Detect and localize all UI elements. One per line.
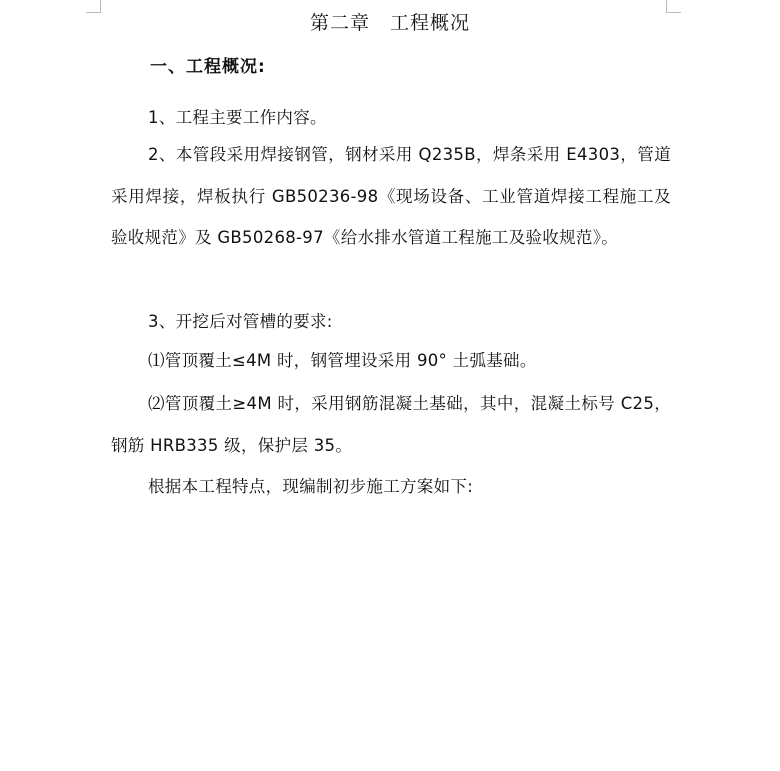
paragraph-trench-requirements: 3、开挖后对管槽的要求: [148, 312, 333, 331]
paragraph-plan-intro: 根据本工程特点，现编制初步施工方案如下: [148, 477, 474, 496]
paragraph-cover-over-4m: ⑵管顶覆土≥4M 时，采用钢筋混凝土基础，其中，混凝土标号 C25，钢筋 HRB335 级，保护层 35。 [111, 394, 671, 455]
paragraph-cover-under-4m: ⑴管顶覆土≤4M 时，钢管埋设采用 90° 土弧基础。 [148, 351, 537, 370]
chapter-name: 工程概况 [390, 12, 471, 34]
paragraph-work-content: 1、工程主要工作内容。 [148, 108, 327, 127]
section-heading: 一、工程概况: [150, 57, 266, 77]
paragraph-welding-spec: 2、本管段采用焊接钢管，钢材采用 Q235B，焊条采用 E4303，管道采用焊接，焊板执行 GB50236-98《现场设备、工业管道焊接工程施工及验收规范》及 GB50268-97《给水排水管道工程施工及验收规范》。 [111, 145, 671, 247]
chapter-title [0, 10, 780, 36]
chapter-number: 第二章 [309, 12, 370, 34]
